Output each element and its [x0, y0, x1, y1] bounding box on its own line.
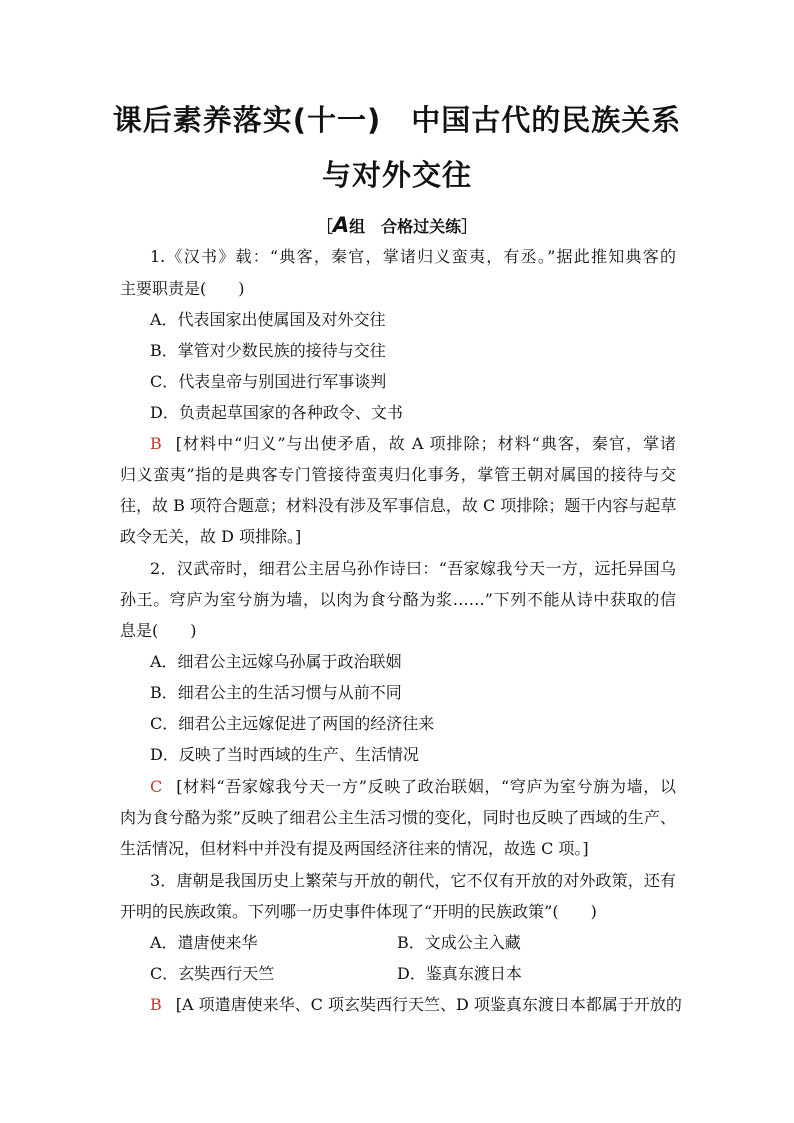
- q1-answer-line: [150, 434, 676, 454]
- q1-stem-line: 主要职责是( ): [120, 279, 245, 298]
- q2-answer-line: [150, 777, 676, 797]
- q1-answer: B: [150, 434, 162, 453]
- q3-answer-line: [150, 995, 682, 1015]
- q3-option-c: C．玄奘西行天竺: [150, 964, 275, 983]
- q1-explanation-line: 归义蛮夷”指的是典客专门管接待蛮夷归化事务，掌管王朝对属国的接待与交: [120, 465, 676, 484]
- q1-option-b: B．掌管对少数民族的接待与交往: [150, 341, 386, 360]
- q1-option-d: D．负责起草国家的各种政令、文书: [150, 403, 403, 422]
- group-label: 组 合格过关练: [349, 217, 462, 236]
- page-title-line-1: 课后素养落实(十一) 中国古代的民族关系: [112, 103, 682, 137]
- q3-stem-line: 3．唐朝是我国历史上繁荣与开放的朝代，它不仅有开放的对外政策，还有: [150, 871, 676, 890]
- section-heading: [0, 213, 794, 237]
- q3-option-a: A．遣唐使来华: [150, 933, 258, 952]
- q2-option-c: C．细君公主远嫁促进了两国的经济往来: [150, 714, 435, 733]
- page-title-line-2: 与对外交往: [321, 158, 472, 192]
- q2-option-b: B．细君公主的生活习惯与从前不同: [150, 683, 402, 702]
- q2-option-d: D．反映了当时西域的生产、生活情况: [150, 745, 419, 764]
- q2-stem-line: 孙王。穹庐为室兮旃为墙，以肉为食兮酪为浆……”下列不能从诗中获取的信: [120, 590, 676, 609]
- q2-explanation-line: [材料“吾家嫁我兮天一方”反映了政治联姻，“穹庐为室兮旃为墙，以: [176, 777, 676, 796]
- q1-explanation-line: 往，故 B 项符合题意；材料没有涉及军事信息，故 C 项排除；题干内容与起草: [120, 496, 677, 515]
- q2-explanation-line: 生活情况，但材料中并没有提及两国经济往来的情况，故选 C 项。]: [120, 839, 589, 858]
- section-bracket-open: ［: [316, 217, 333, 236]
- q3-explanation-line: [A 项遣唐使来华、C 项玄奘西行天竺、D 项鉴真东渡日本都属于开放的: [175, 995, 682, 1014]
- q2-explanation-line: 肉为食兮酪为浆”反映了细君公主生活习惯的变化，同时也反映了西域的生产、: [120, 808, 676, 827]
- q3-stem-line: 开明的民族政策。下列哪一历史事件体现了“开明的民族政策”( ): [120, 902, 597, 921]
- q3-answer: B: [150, 995, 162, 1014]
- q1-option-a: A．代表国家出使属国及对外交往: [150, 310, 386, 329]
- q3-option-b: B．文成公主入藏: [397, 933, 521, 952]
- q1-explanation-line: 政令无关，故 D 项排除。]: [120, 527, 302, 546]
- q2-stem-line: 2．汉武帝时，细君公主居乌孙作诗曰：“吾家嫁我兮天一方，远托异国乌: [150, 559, 676, 578]
- q3-option-d: D．鉴真东渡日本: [397, 964, 522, 983]
- q2-option-a: A．细君公主远嫁乌孙属于政治联姻: [150, 652, 402, 671]
- section-bracket-close: ］: [461, 217, 478, 236]
- q2-stem-line: 息是( ): [120, 621, 197, 640]
- q1-option-c: C．代表皇帝与别国进行军事谈判: [150, 372, 387, 391]
- q1-stem-line: 1.《汉书》载：“典客，秦官，掌诸归义蛮夷，有丞。”据此推知典客的: [150, 247, 676, 266]
- q2-answer: C: [150, 777, 163, 796]
- q1-explanation-line: [材料中“归义”与出使矛盾，故 A 项排除；材料“典客，秦官，掌诸: [175, 434, 676, 453]
- group-letter: A: [332, 213, 350, 237]
